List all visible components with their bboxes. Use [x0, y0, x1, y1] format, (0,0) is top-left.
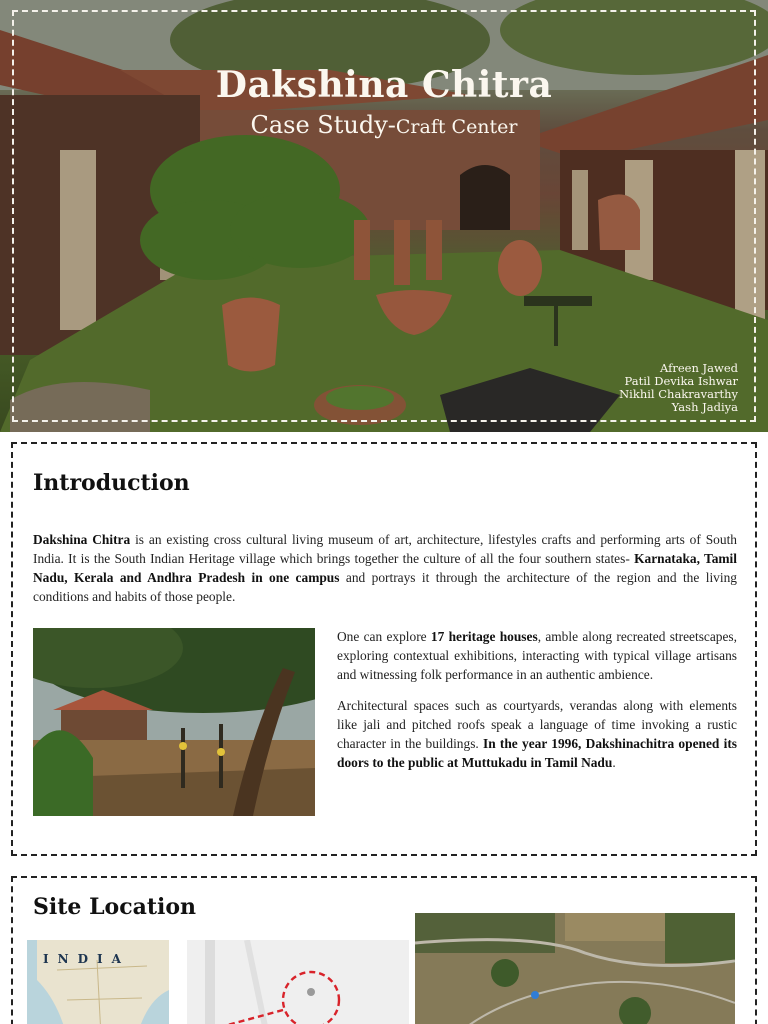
architecture-bold: In the year 1996, Dakshinachitra opened its doors to the public at Muttukadu in Tamil Nadu [337, 736, 737, 770]
hero-banner [0, 0, 768, 432]
author-name: Nikhil Chakravarthy [619, 387, 738, 401]
site-location-card [11, 876, 757, 1024]
architecture-paragraph [337, 696, 737, 772]
intro-text: and portrays it through the architecture of the region and the living conditions and habits of those people. [33, 570, 737, 604]
intro-paragraph [33, 530, 737, 606]
author-name: Patil Devika Ishwar [624, 374, 738, 388]
road-map-graphic [187, 940, 409, 1024]
satellite-map [415, 913, 735, 1024]
india-map-label: INDIA [43, 952, 130, 966]
author-list [619, 362, 738, 414]
heritage-bold: 17 heritage houses [430, 629, 538, 644]
village-photo-graphic [33, 628, 315, 816]
architecture-text: . [612, 755, 616, 770]
architecture-text: Architectural spaces such as courtyards, verandas along with elements like jali and pitched roofs speak a language of time invoking a rustic character in the buildings. [337, 698, 737, 751]
subtitle-main: Case Study- [250, 111, 396, 139]
author-name: Yash Jadiya [671, 400, 738, 414]
site-location-heading: Site Location [33, 894, 197, 920]
page-subtitle [0, 111, 768, 139]
intro-text: is an existing cross cultural living museum of art, architecture, lifestyles crafts and performing arts of South India. It is the South Indian Heritage village which brings together the culture of all the four southern states- [33, 532, 737, 566]
introduction-card [11, 442, 757, 856]
author-name: Afreen Jawed [659, 361, 738, 375]
heritage-paragraph [337, 627, 737, 684]
subtitle-rest: Craft Center [395, 116, 518, 138]
page-title: Dakshina Chitra [215, 64, 553, 106]
india-map [27, 940, 169, 1024]
intro-bold-name: Dakshina Chitra [33, 532, 131, 547]
intro-bold-states: Karnataka, Tamil Nadu, Kerala and Andhra Pradesh in one campus [33, 551, 737, 585]
heritage-text: One can explore [337, 629, 431, 644]
intro-side-text [337, 627, 737, 772]
road-map [187, 940, 409, 1024]
village-photo [33, 628, 315, 816]
introduction-heading: Introduction [33, 470, 190, 496]
heritage-text: , amble along recreated streetscapes, exploring contextual exhibitions, interacting with typical village artisans and witnessing folk performance in an authentic ambience. [337, 629, 737, 682]
satellite-map-graphic [415, 913, 735, 1024]
